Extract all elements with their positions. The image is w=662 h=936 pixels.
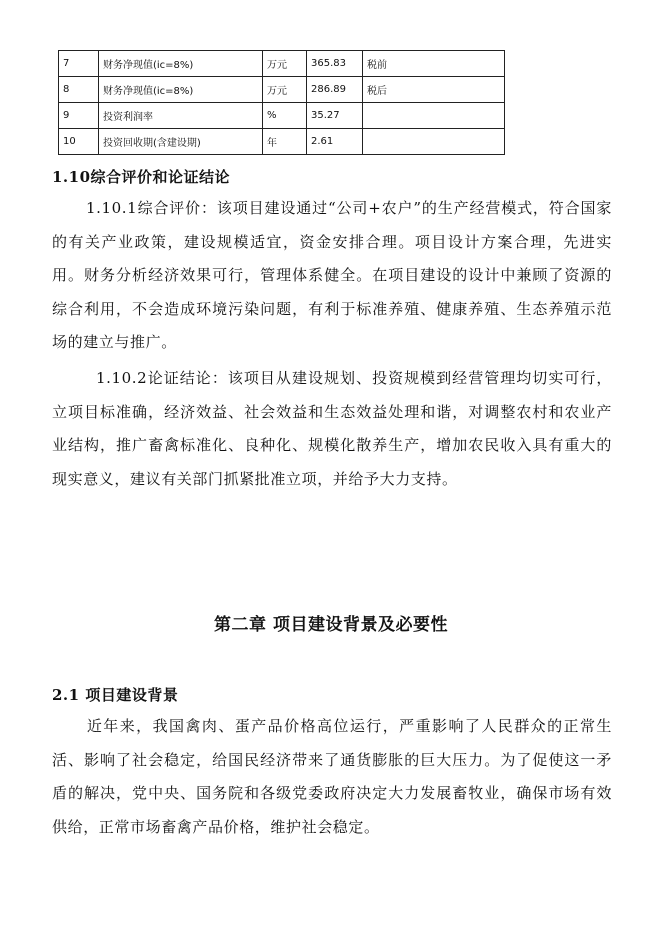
indicator-unit: 万元 xyxy=(263,51,307,77)
paragraph-text: 1.10.1综合评价：该项目建设通过“公司+农户”的生产经营模式，符合国家的有关产业政策，建设规模适宜，资金安排合理。项目设计方案合理，先进实用。财务分析经济效果可行，管理体系健全。在项目建设的设计中兼顾了资源的综合利用，不会造成环境污染问题，有利于标准养殖、健康养殖、生态养殖示范场的建立与推广。 xyxy=(52,199,612,351)
indicator-note xyxy=(363,129,505,155)
indicator-note: 税前 xyxy=(363,51,505,77)
indicator-value: 2.61 xyxy=(307,129,363,155)
indicator-unit: 年 xyxy=(263,129,307,155)
table-row xyxy=(59,129,505,155)
indicator-note: 税后 xyxy=(363,77,505,103)
section-heading-2-1: 2.1 项目建设背景 xyxy=(52,686,179,704)
row-number: 8 xyxy=(59,77,99,103)
paragraph-text: 近年来，我国禽肉、蛋产品价格高位运行，严重影响了人民群众的正常生活、影响了社会稳定，给国民经济带来了通货膨胀的巨大压力。为了促使这一矛盾的解决，党中央、国务院和各级党委政府决定大力发展畜牧业，确保市场有效供给，正常市场畜禽产品价格，维护社会稳定。 xyxy=(52,717,612,836)
indicator-value: 35.27 xyxy=(307,103,363,129)
indicator-note xyxy=(363,103,505,129)
paragraph-comprehensive-evaluation xyxy=(52,192,612,360)
paragraph-text: 1.10.2论证结论：该项目从建设规划、投资规模到经营管理均切实可行，立项目标准确，经济效益、社会效益和生态效益处理和谐，对调整农村和农业产业结构，推广畜禽标准化、良种化、规模化散养生产，增加农民收入具有重大的现实意义，建议有关部门抓紧批准立项，并给予大力支持。 xyxy=(52,369,612,488)
indicator-name: 财务净现值(ic=8%) xyxy=(99,77,263,103)
paragraph-conclusion xyxy=(52,362,612,496)
indicator-unit: 万元 xyxy=(263,77,307,103)
row-number: 9 xyxy=(59,103,99,129)
financial-indicators-table xyxy=(58,50,505,155)
section-heading-1-10: 1.10综合评价和论证结论 xyxy=(52,168,231,186)
indicator-name: 投资回收期(含建设期) xyxy=(99,129,263,155)
table-row xyxy=(59,103,505,129)
indicator-name: 财务净现值(ic=8%) xyxy=(99,51,263,77)
table-row xyxy=(59,77,505,103)
paragraph-background xyxy=(52,710,612,844)
indicator-unit: % xyxy=(263,103,307,129)
table-row xyxy=(59,51,505,77)
indicator-value: 365.83 xyxy=(307,51,363,77)
indicator-value: 286.89 xyxy=(307,77,363,103)
row-number: 7 xyxy=(59,51,99,77)
indicator-name: 投资利润率 xyxy=(99,103,263,129)
row-number: 10 xyxy=(59,129,99,155)
chapter-title: 第二章 项目建设背景及必要性 xyxy=(214,615,448,635)
